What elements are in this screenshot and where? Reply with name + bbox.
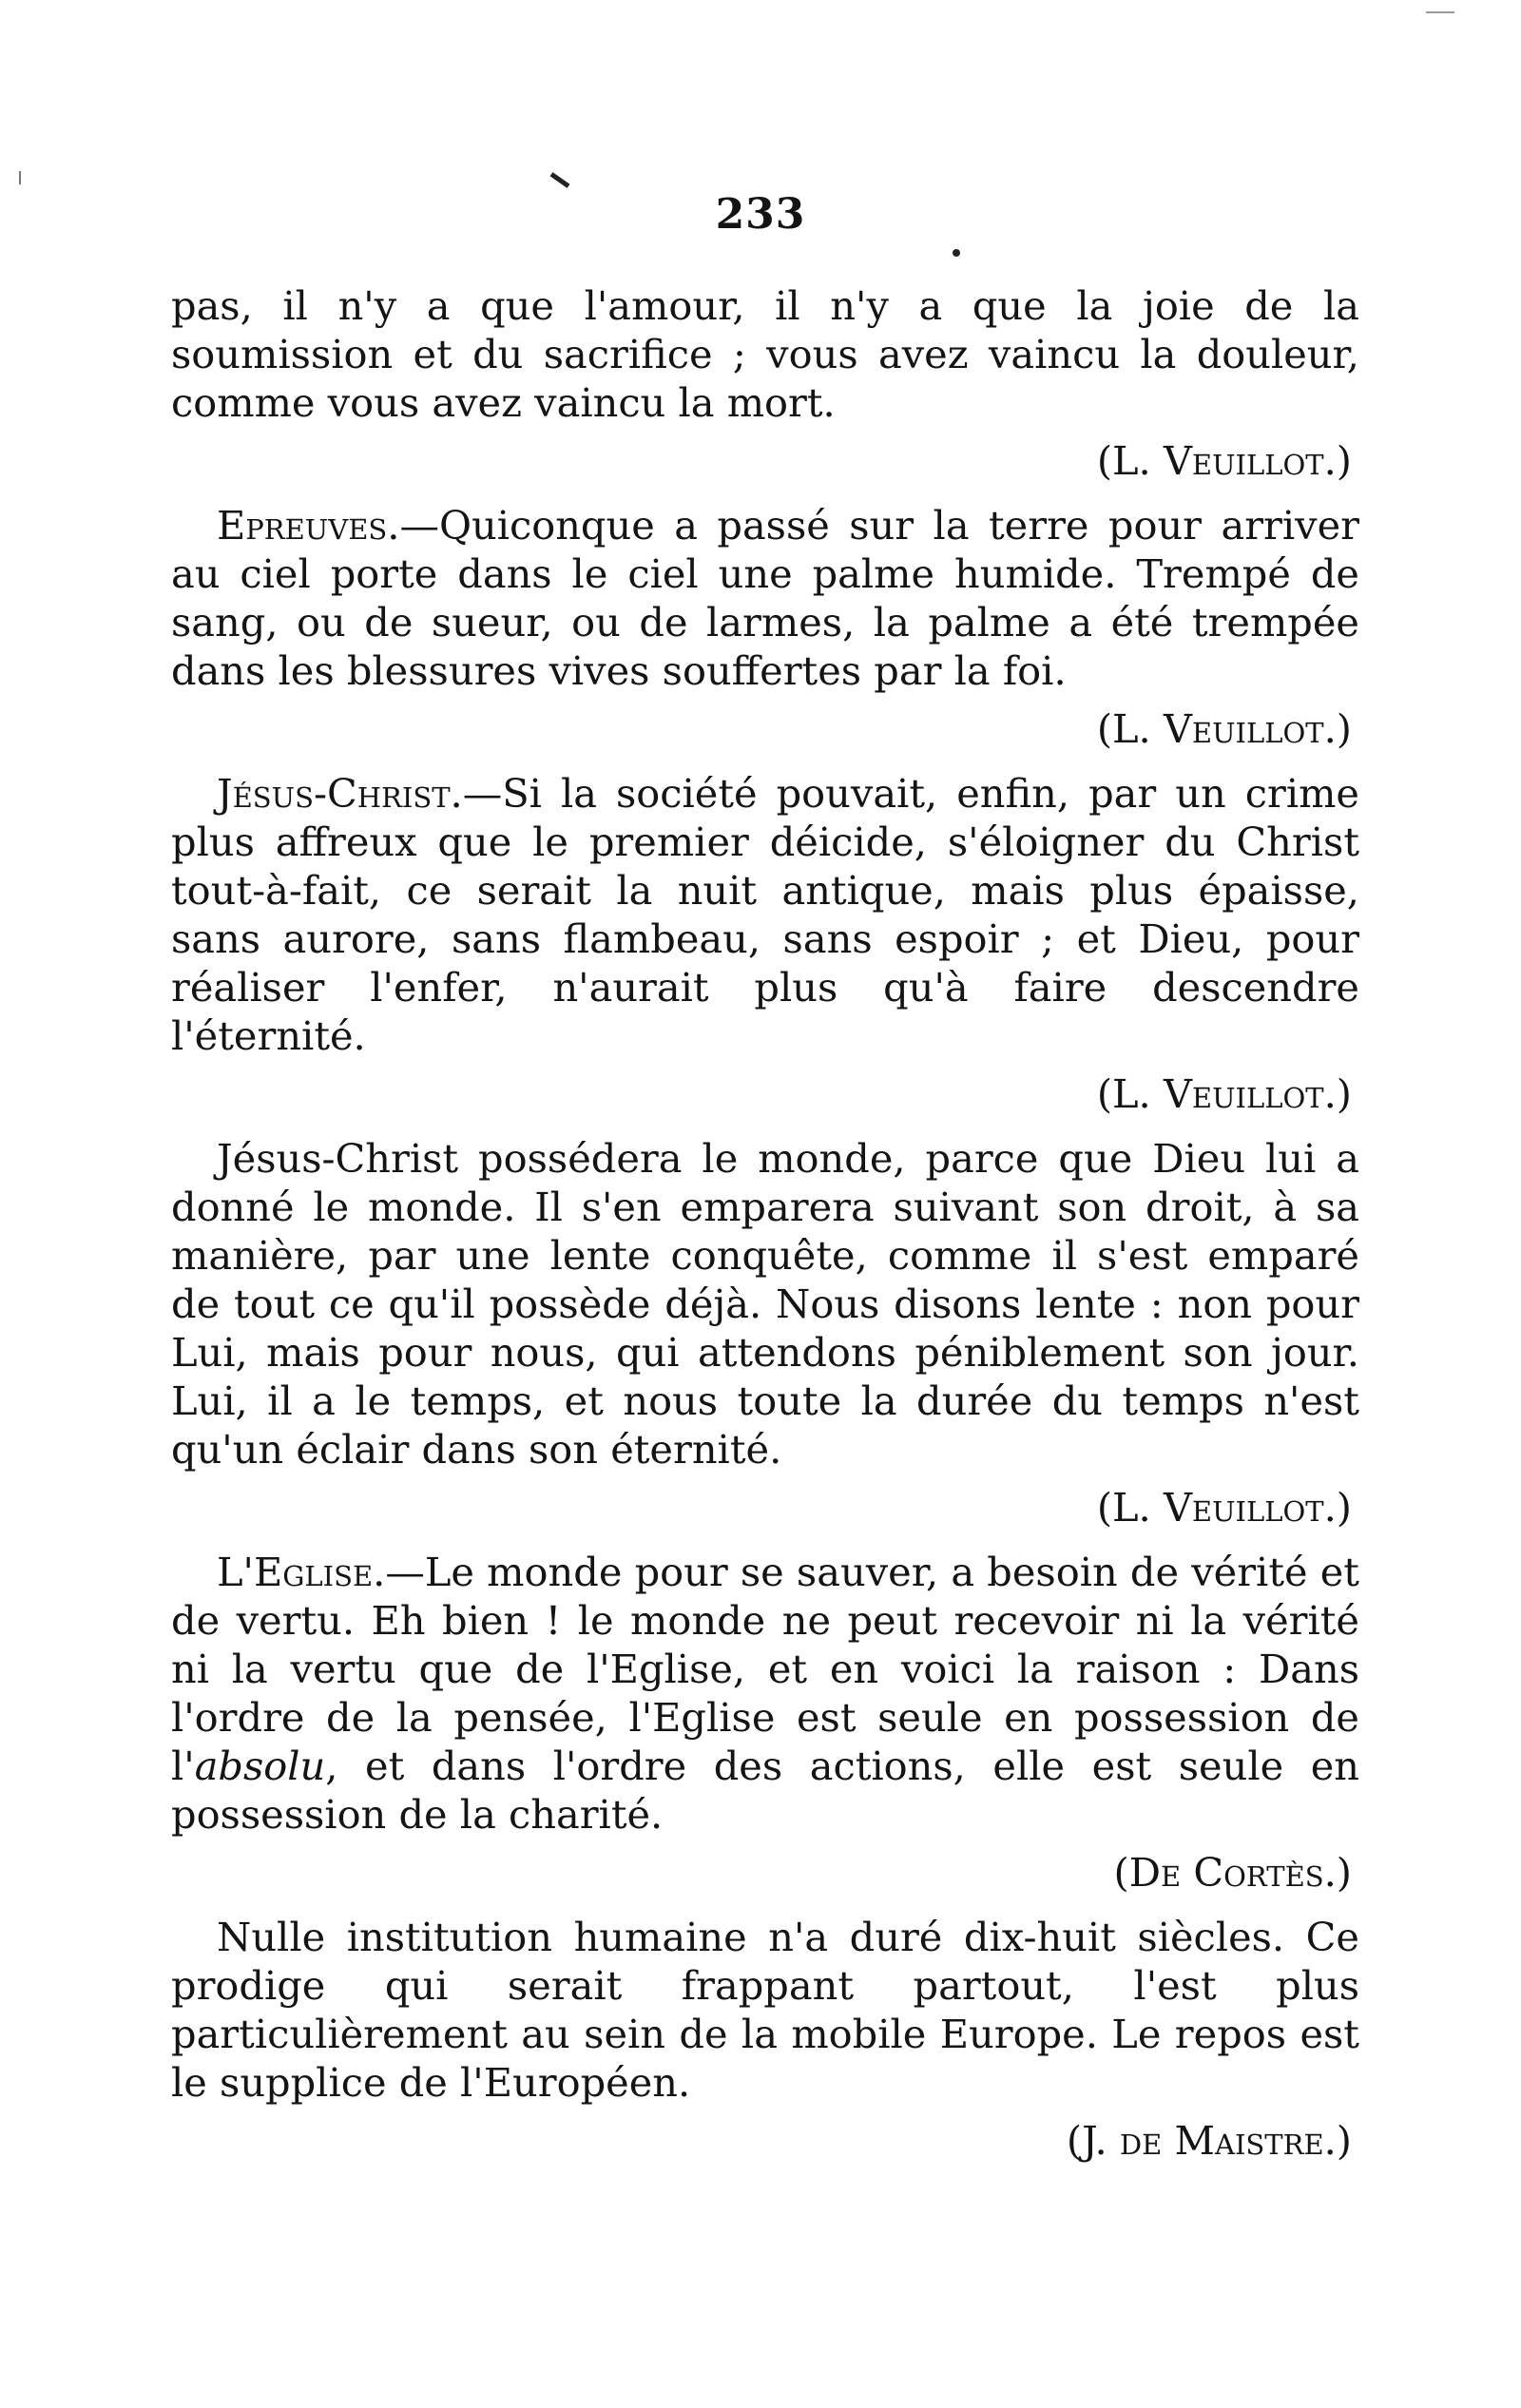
entry-heading: Jésus-Christ. bbox=[217, 770, 463, 817]
attribution: (L. Veuillot.) bbox=[1096, 1484, 1352, 1531]
paragraph-text: —Si la société pouvait, enfin, par un crime plus affreux que le premier déicide, s'éloigner du Christ tout-à-fait, ce serait la nuit antique, mais plus épaisse, sans aurore, sans flambeau, sans espoir ; et Dieu, pour réaliser l'enfer, n'aurait plus qu'à faire descendre l'éternité. bbox=[171, 770, 1359, 1059]
attribution: (L. Veuillot.) bbox=[1096, 1070, 1352, 1117]
paragraph-nulle-institution bbox=[171, 1913, 1359, 2107]
attribution: (J. de Maistre.) bbox=[1066, 2117, 1352, 2164]
text-block bbox=[171, 281, 1359, 2181]
paragraph-continuation bbox=[171, 281, 1359, 427]
scan-mark bbox=[953, 249, 960, 257]
page-number: 233 bbox=[715, 190, 806, 239]
attribution: (De Cortès.) bbox=[1113, 1849, 1352, 1896]
paragraph-epreuves bbox=[171, 501, 1359, 695]
paragraph-jesus-christ bbox=[171, 769, 1359, 1060]
paragraph-text: —Le monde pour se sauver, a besoin de vérité et de vertu. Eh bien ! le monde ne peut recevoir ni la vérité ni la vertu que de l'Eglise, et en voici la raison : Dans l'ordre de la pensée, l'Eglise est seule en possession de l' bbox=[171, 1549, 1359, 1789]
scan-mark bbox=[19, 171, 21, 184]
entry-heading: Epreuves. bbox=[217, 502, 400, 549]
scan-mark bbox=[1426, 11, 1454, 13]
italic-word: absolu bbox=[194, 1743, 326, 1789]
paragraph-text: , et dans l'ordre des actions, elle est seule en possession de la charité. bbox=[171, 1743, 1359, 1838]
paragraph-text: Jésus-Christ possédera le monde, parce que Dieu lui a donné le monde. Il s'en emparera suivant son droit, à sa manière, par une lente conquête, comme il s'est emparé de tout ce qu'il possède déjà. Nous disons lente : non pour Lui, mais pour nous, qui attendons péniblement son jour. Lui, il a le temps, et nous toute la durée du temps n'est qu'un éclair dans son éternité. bbox=[171, 1135, 1359, 1473]
entry-heading: L'Eglise. bbox=[217, 1549, 386, 1595]
paragraph-jesus-christ-possedera bbox=[171, 1134, 1359, 1474]
paragraph-text: pas, il n'y a que l'amour, il n'y a que la joie de la soumission et du sacrifice ; vous avez vaincu la douleur, comme vous avez vaincu la mort. bbox=[171, 282, 1359, 426]
attribution: (L. Veuillot.) bbox=[1096, 437, 1352, 484]
paragraph-text: —Quiconque a passé sur la terre pour arriver au ciel porte dans le ciel une palme humide. Trempé de sang, ou de sueur, ou de larmes, la palme a été trempée dans les blessures vives souffertes par la foi. bbox=[171, 502, 1359, 694]
paragraph-eglise bbox=[171, 1548, 1359, 1839]
scan-mark bbox=[550, 172, 570, 188]
paragraph-text: Nulle institution humaine n'a duré dix-huit siècles. Ce prodige qui serait frappant partout, l'est plus particulièrement au sein de la mobile Europe. Le repos est le supplice de l'Européen. bbox=[171, 1914, 1359, 2106]
attribution: (L. Veuillot.) bbox=[1096, 705, 1352, 752]
